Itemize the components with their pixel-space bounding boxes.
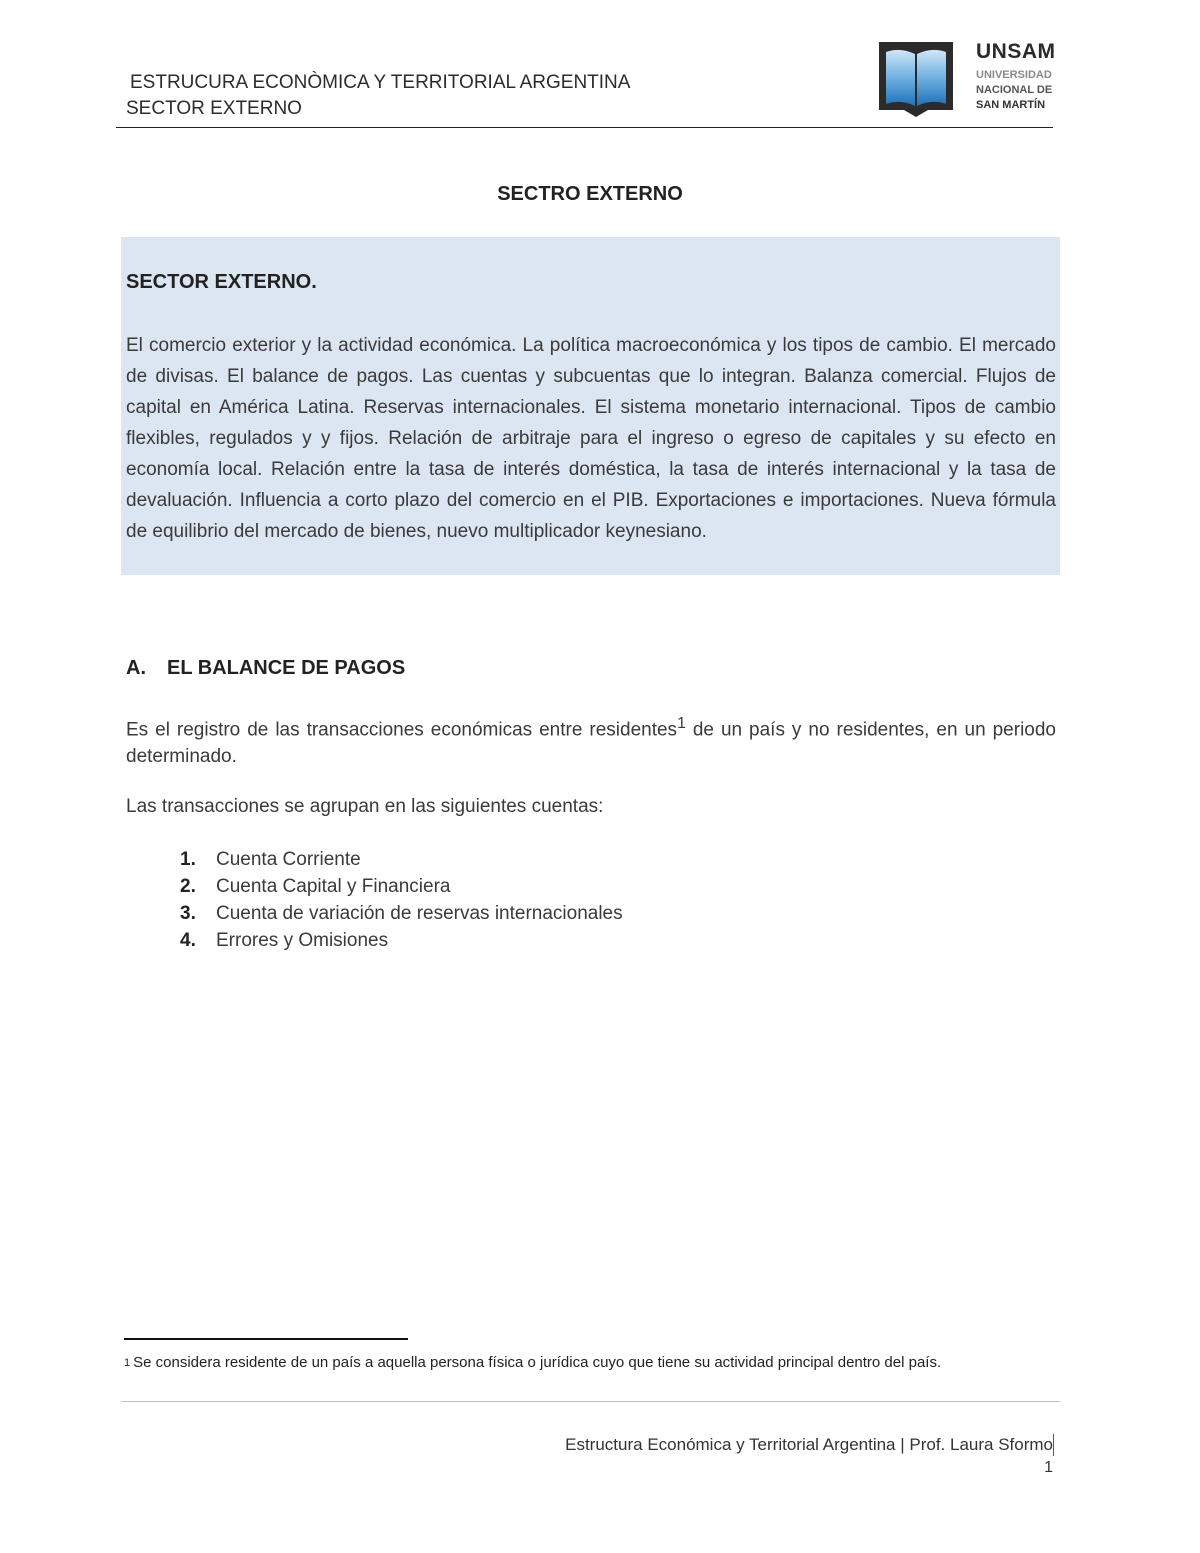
accounts-list bbox=[180, 846, 623, 954]
section-heading bbox=[126, 657, 405, 680]
logo-subtitle-line2: NACIONAL DE bbox=[976, 84, 1053, 96]
page-header bbox=[126, 70, 630, 122]
list-item-label: Cuenta de variación de reservas internacionales bbox=[216, 903, 623, 924]
list-item bbox=[180, 900, 623, 927]
balance-definition-paragraph bbox=[126, 710, 1056, 770]
page-title: SECTRO EXTERNO bbox=[497, 183, 683, 205]
list-item-label: Cuenta Capital y Financiera bbox=[216, 876, 451, 897]
summary-heading: SECTOR EXTERNO. bbox=[126, 271, 317, 293]
logo-title: UNSAM bbox=[976, 40, 1056, 63]
list-item-number: 4. bbox=[180, 930, 196, 951]
list-item-label: Errores y Omisiones bbox=[216, 930, 389, 951]
summary-box bbox=[121, 237, 1060, 575]
paragraph-text-start: Es el registro de las transacciones económicas entre residentes bbox=[126, 719, 678, 741]
logo-subtitle-line3: SAN MARTÍN bbox=[976, 99, 1046, 111]
header-divider bbox=[116, 127, 1053, 128]
footer-text: Estructura Económica y Territorial Argentina | Prof. Laura Sformo bbox=[565, 1435, 1053, 1454]
open-book-icon bbox=[878, 40, 954, 118]
footnote-mark: 1 bbox=[124, 1357, 131, 1369]
list-item-label: Cuenta Corriente bbox=[216, 849, 361, 870]
list-item bbox=[180, 873, 623, 900]
header-course-title: ESTRUCURA ECONÒMICA Y TERRITORIAL ARGENTINA bbox=[130, 72, 631, 93]
footer-separator-bar bbox=[1053, 1434, 1054, 1456]
footnote bbox=[124, 1353, 941, 1373]
footnote-text: Se considera residente de un país a aquella persona física o jurídica cuyo que tiene su actividad principal dentro del país. bbox=[133, 1354, 942, 1371]
footnote-reference[interactable]: 1 bbox=[677, 715, 686, 732]
logo-subtitle-line1: UNIVERSIDAD bbox=[976, 69, 1052, 81]
list-item bbox=[180, 846, 623, 873]
footer-divider bbox=[121, 1401, 1060, 1402]
accounts-intro-paragraph: Las transacciones se agrupan en las siguientes cuentas: bbox=[126, 796, 604, 817]
list-item-number: 2. bbox=[180, 876, 196, 897]
section-letter: A. bbox=[126, 657, 146, 679]
page-number: 1 bbox=[1044, 1459, 1053, 1476]
header-section-title: SECTOR EXTERNO bbox=[126, 98, 302, 119]
summary-body: El comercio exterior y la actividad económica. La política macroeconómica y los tipos de cambio. El mercado de divisas. El balance de pagos. Las cuentas y subcuentas que lo integran. Balanza comercial. Flujos de capital en América Latina. Reservas internacionales. El sistema monetario internacional. Tipos de cambio flexibles, regulados y y fijos. Relación de arbitraje para el ingreso o egreso de capitales y su efecto en economía local. Relación entre la tasa de interés doméstica, la tasa de interés internacional y la tasa de devaluación. Influencia a corto plazo del comercio en el PIB. Exportaciones e importaciones. Nueva fórmula de equilibrio del mercado de bienes, nuevo multiplicador keynesiano. bbox=[126, 335, 1056, 542]
footnote-separator bbox=[124, 1338, 408, 1340]
section-title: EL BALANCE DE PAGOS bbox=[167, 657, 406, 679]
paragraph-text-end: de un país y no residentes, en un periodo determinado. bbox=[126, 719, 1056, 768]
unsam-logo bbox=[878, 40, 1058, 118]
list-item-number: 1. bbox=[180, 849, 196, 870]
list-item-number: 3. bbox=[180, 903, 196, 924]
list-item bbox=[180, 927, 623, 954]
logo-wordmark bbox=[976, 40, 1056, 113]
